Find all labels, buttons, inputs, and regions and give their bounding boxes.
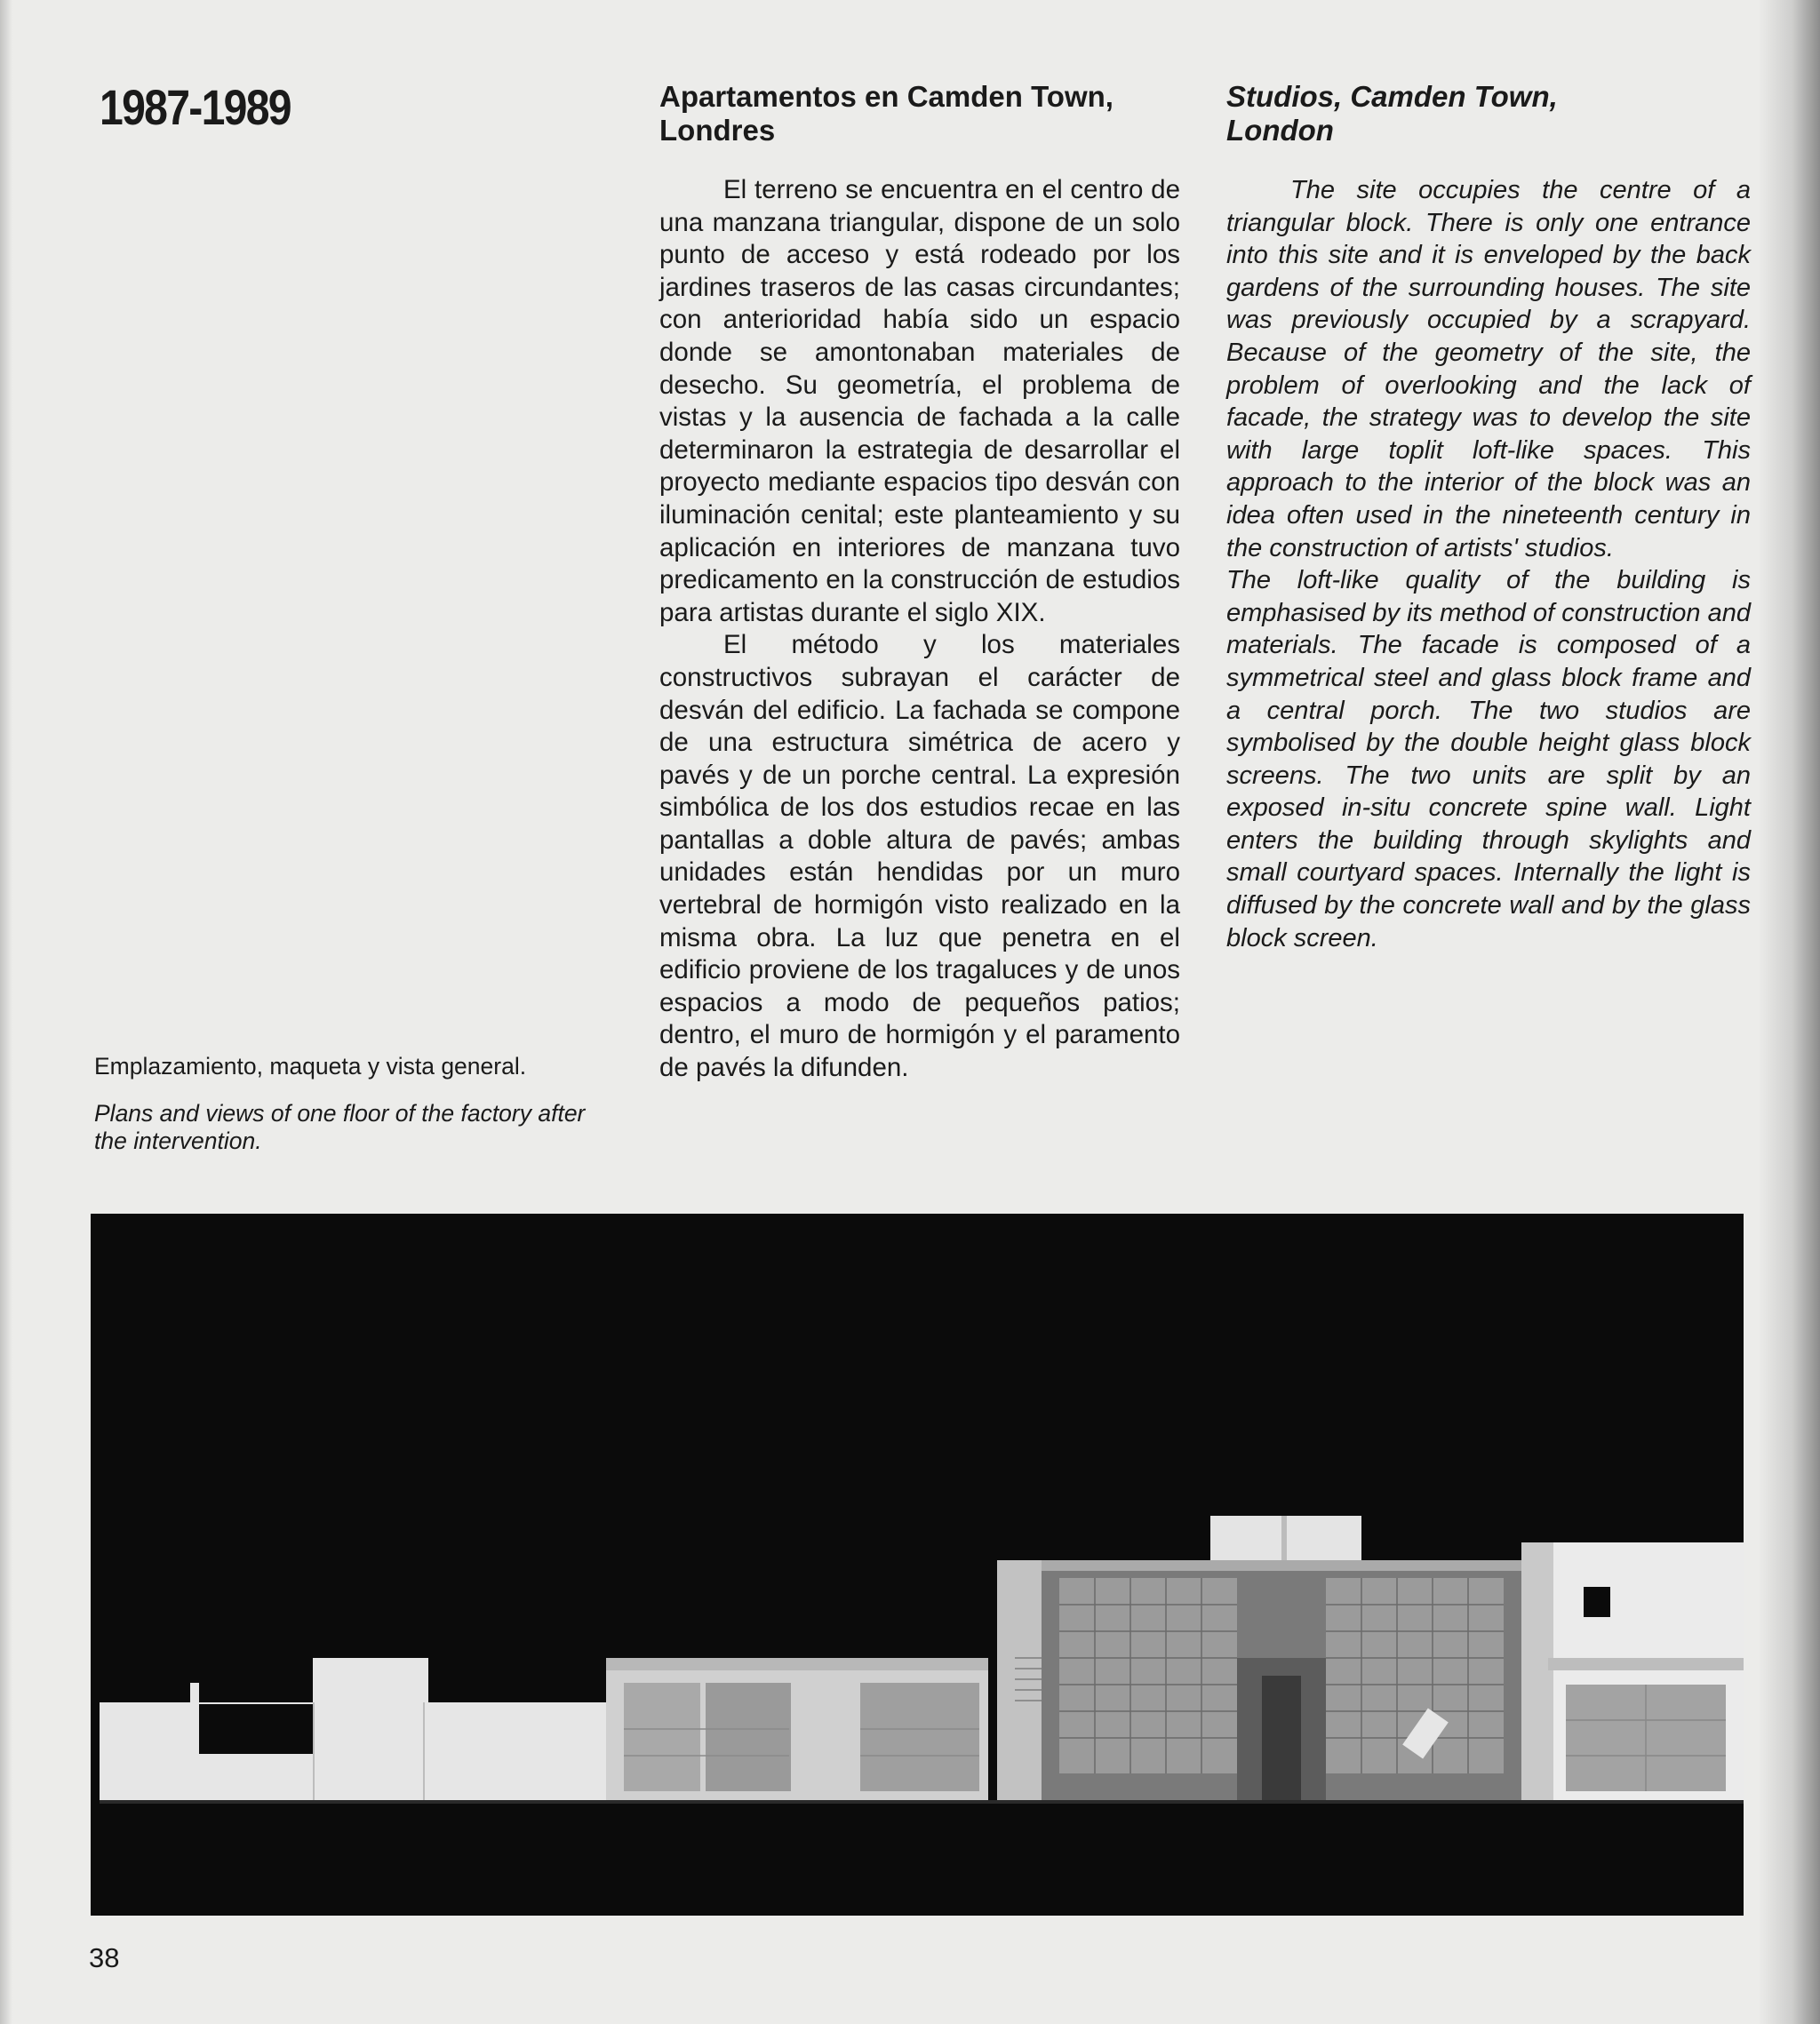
entrance-door: [1262, 1676, 1301, 1800]
caption-english: Plans and views of one floor of the factory after the intervention.: [94, 1100, 586, 1154]
english-column: [1226, 80, 1751, 954]
spanish-heading-line1: Apartamentos en Camden Town,: [659, 80, 1114, 113]
wall-post: [190, 1683, 199, 1713]
english-heading-line2: London: [1226, 114, 1334, 147]
page-edge-shadow-right: [1758, 0, 1820, 2024]
low-boundary-wall: [100, 1702, 606, 1800]
pavilion-window-1: [706, 1683, 791, 1791]
spanish-paragraph-2: El método y los materiales constructivos subrayan el carácter de desván del edificio. La fachada se compone de una estructura simétrica de acero y pavés y de un porche central. La expresión simbólica de los dos estudios recae en las pantallas a doble altura de pavés; ambas unidades están hendidas por un muro vertebral de hormigón visto realizado en la misma obra. La luz que penetra en el edificio proviene de los tragaluces y de unos espacios a modo de pequeños patios; dentro, el muro de hormigón y el paramento de pavés la difunden.: [659, 630, 1180, 1083]
english-paragraph-1: The site occupies the centre of a triangular block. There is only one entrance into this site and it is enveloped by the back gardens of the surrounding houses. The site was previously occupied by a scrapyard. Because of the geometry of the site, the problem of overlooking and the lack of facade, the strategy was to develop the site with large toplit loft-like spaces. This approach to the interior of the block was an idea often used in the nineteenth century in the construction of artists' studios.: [1226, 176, 1751, 562]
wall-opening: [199, 1704, 313, 1754]
page-number: 38: [89, 1942, 120, 1973]
glass-block-screen-left: [1059, 1578, 1237, 1773]
page-gutter-shadow-left: [0, 0, 12, 2024]
english-heading: [1226, 80, 1751, 147]
steel-frame-beam: [1042, 1560, 1521, 1571]
english-paragraph-2: The loft-like quality of the building is emphasised by its method of construction and materials. The facade is composed of a symmetrical steel and glass block frame and a central porch. The two studios are symbolised by the double height glass block screens. The two units are split by an exposed in-situ concrete spine wall. Light enters the building through skylights and small courtyard spaces. Internally the light is diffused by the concrete wall and by the glass block screen.: [1226, 566, 1751, 952]
year-range-title: 1987-1989: [100, 79, 291, 135]
elevation-drawing: [91, 1214, 1744, 1916]
pavilion-window-3: [860, 1683, 979, 1791]
spanish-heading-line2: Londres: [659, 114, 776, 147]
english-heading-line1: Studios, Camden Town,: [1226, 80, 1558, 113]
spanish-heading: [659, 80, 1180, 147]
spanish-paragraph-1: El terreno se encuentra en el centro de una manzana triangular, dispone de un solo punto de acceso y está rodeado por los jardines traseros de las casas circundantes; con anterioridad había sido un espacio donde se amontonaban materiales de desecho. Su geometría, el problema de vistas y la ausencia de fachada a la calle determinaron la estrategia de desarrollar el proyecto mediante espacios tipo desván con iluminación cenital; este planteamiento y su aplicación en interiores de manzana tuvo predicamento en la construcción de estudios para artistas durante el siglo XIX.: [659, 175, 1180, 627]
spanish-column: [659, 80, 1180, 1085]
building-elevation-figure: [91, 1214, 1744, 1916]
wall-raised-block: [313, 1658, 428, 1704]
small-window: [1584, 1587, 1610, 1617]
figure-captions: [94, 1053, 592, 1175]
pavilion-window-2: [624, 1683, 700, 1791]
caption-spanish: Emplazamiento, maqueta y vista general.: [94, 1053, 527, 1080]
